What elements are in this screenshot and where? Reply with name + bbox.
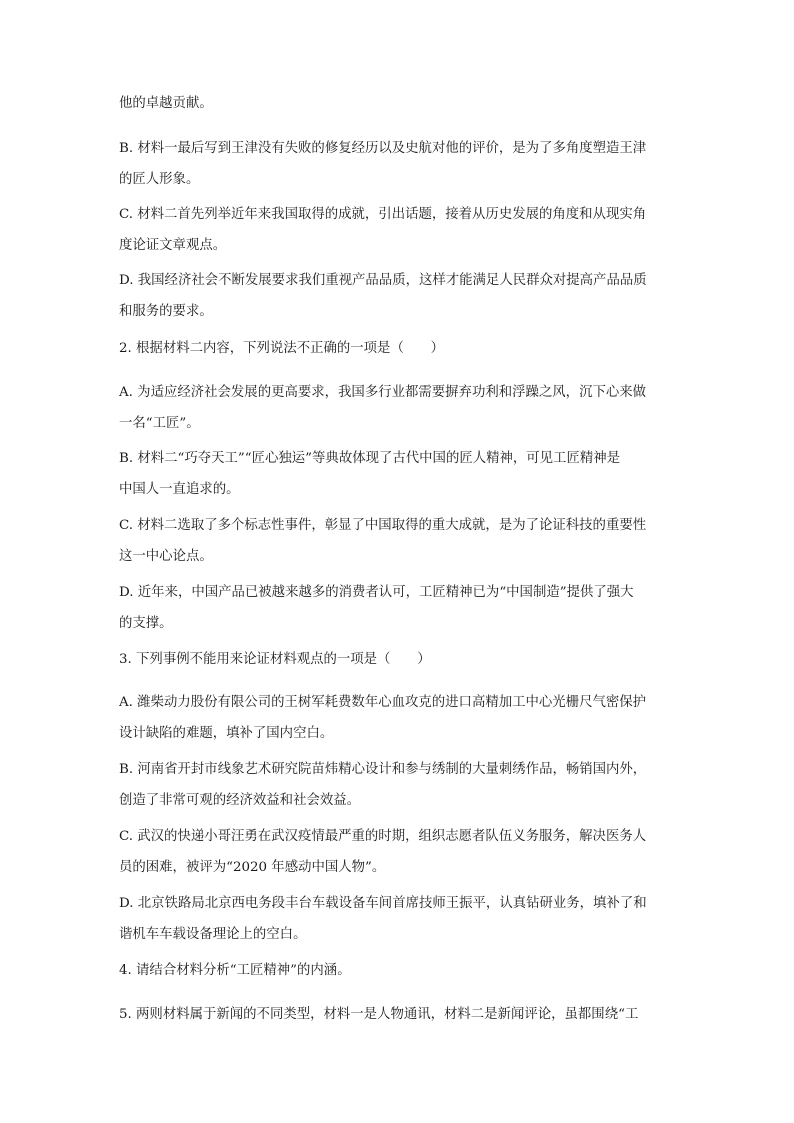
text-line: A. 为适应经济社会发展的更高要求，我国多行业都需要摒弃功利和浮躁之风，沉下心来做 bbox=[119, 385, 647, 400]
text-line: C. 材料二选取了多个标志性事件，彰显了中国取得的重大成就，是为了论证科技的重要性 bbox=[119, 518, 647, 533]
text-line: C. 材料二首先列举近年来我国取得的成就，引出话题，接着从历史发展的角度和从现实角 bbox=[119, 207, 647, 222]
option-b-q3 bbox=[119, 754, 675, 816]
text-line: 度论证文章观点。 bbox=[119, 238, 227, 253]
option-c-q1 bbox=[119, 199, 675, 261]
option-d-q3 bbox=[119, 888, 675, 950]
text-line: C. 武汉的快递小哥汪勇在武汉疫情最严重的时期，组织志愿者队伍义务服务，解决医务人 bbox=[119, 829, 647, 844]
text-line: 设计缺陷的难题，填补了国内空白。 bbox=[119, 726, 334, 741]
text-line: 员的困难，被评为“2020 年感动中国人物”。 bbox=[119, 860, 386, 875]
option-b-q1 bbox=[119, 133, 675, 195]
text-line: 这一中心论点。 bbox=[119, 549, 213, 564]
option-a-q3 bbox=[119, 687, 675, 749]
text-line: 谐机车车载设备理论上的空白。 bbox=[119, 927, 307, 942]
text-line: 2. 根据材料二内容，下列说法不正确的一项是（ ） bbox=[119, 341, 445, 356]
text-line: D. 北京铁路局北京西电务段丰台车载设备车间首席技师王振平，认真钻研业务，填补了和 bbox=[119, 896, 647, 911]
question-3 bbox=[119, 644, 675, 675]
question-2 bbox=[119, 333, 675, 364]
option-a-q2 bbox=[119, 377, 675, 439]
paragraph-continuation bbox=[119, 88, 675, 119]
question-5 bbox=[119, 999, 675, 1030]
question-4 bbox=[119, 955, 675, 986]
option-d-q1 bbox=[119, 265, 675, 327]
text-line: D. 我国经济社会不断发展要求我们重视产品品质，这样才能满足人民群众对提高产品品质 bbox=[119, 273, 647, 288]
text-line: D. 近年来，中国产品已被越来越多的消费者认可，工匠精神已为“中国制造”提供了强大 bbox=[119, 585, 634, 600]
text-line: 3. 下列事例不能用来论证材料观点的一项是（ ） bbox=[119, 652, 431, 667]
text-line: B. 材料一最后写到王津没有失败的修复经历以及史航对他的评价，是为了多角度塑造王津 bbox=[119, 141, 647, 156]
text-line: B. 河南省开封市线象艺术研究院苗炜精心设计和参与绣制的大量刺绣作品，畅销国内外， bbox=[119, 762, 647, 777]
text-line: 中国人一直追求的。 bbox=[119, 482, 240, 497]
text-line: 5. 两则材料属于新闻的不同类型，材料一是人物通讯，材料二是新闻评论，虽都围绕“工 bbox=[119, 1007, 639, 1022]
text-line: A. 潍柴动力股份有限公司的王树军耗费数年心血攻克的进口高精加工中心光栅尺气密保护 bbox=[119, 695, 647, 710]
text-line: 的匠人形象。 bbox=[119, 172, 200, 187]
text-line: 他的卓越贡献。 bbox=[119, 96, 213, 111]
text-line: B. 材料二“巧夺天工”“匠心独运”等典故体现了古代中国的匠人精神，可见工匠精神是 bbox=[119, 451, 621, 466]
option-d-q2 bbox=[119, 577, 675, 639]
text-line: 和服务的要求。 bbox=[119, 304, 213, 319]
text-line: 一名“工匠”。 bbox=[119, 416, 200, 431]
text-line: 创造了非常可观的经济效益和社会效益。 bbox=[119, 793, 361, 808]
option-b-q2 bbox=[119, 443, 675, 505]
text-line: 4. 请结合材料分析“工匠精神”的内涵。 bbox=[119, 963, 351, 978]
text-line: 的支撑。 bbox=[119, 616, 173, 631]
option-c-q2 bbox=[119, 510, 675, 572]
option-c-q3 bbox=[119, 821, 675, 883]
